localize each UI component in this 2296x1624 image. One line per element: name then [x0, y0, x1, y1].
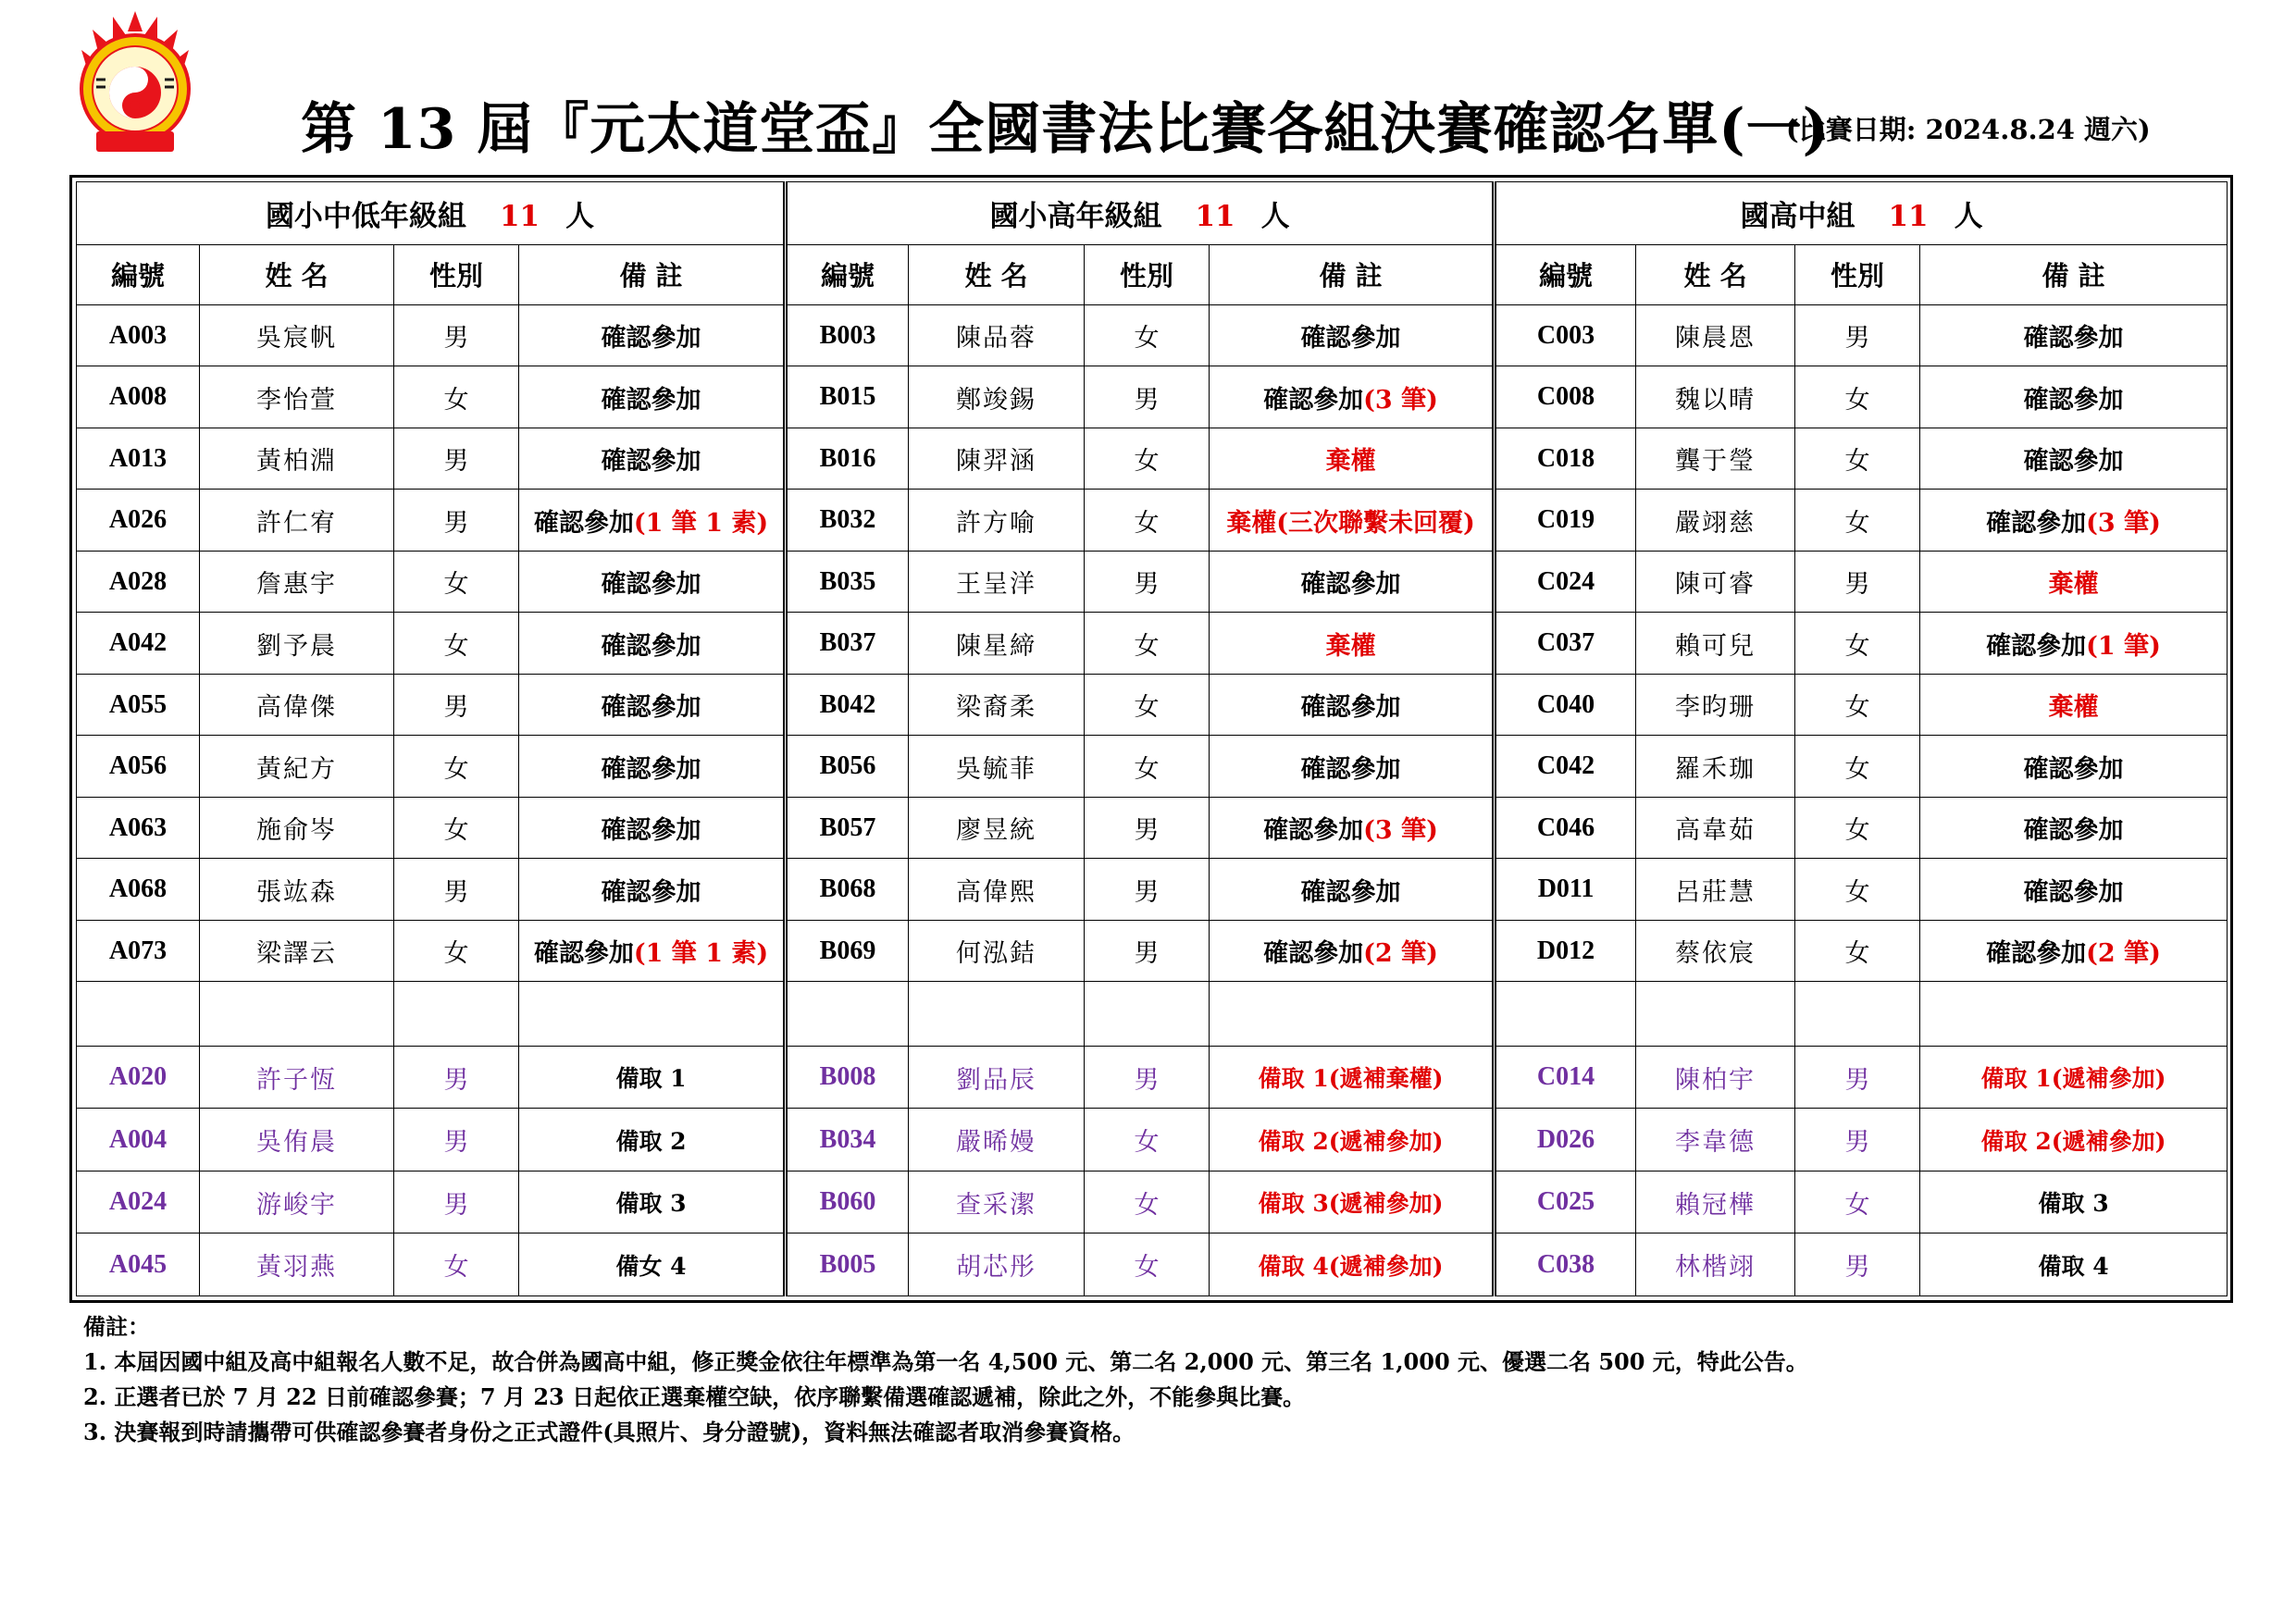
cell-name: 許子恆 [200, 1046, 394, 1109]
column-header-row [77, 244, 2228, 304]
cell-name: 陳柏宇 [1636, 1046, 1795, 1109]
cell-rm [519, 1171, 786, 1233]
cell-code: A045 [77, 1233, 200, 1296]
cell-code: B056 [786, 736, 909, 797]
group-header: 國小中低年級組 11 人 [77, 182, 786, 245]
cell-sex: 女 [1085, 1109, 1210, 1172]
cell-sex: 女 [1795, 490, 1920, 551]
cell-rm [519, 551, 786, 612]
col-name: 姓 名 [1636, 244, 1795, 304]
cell-rm [1210, 1233, 1495, 1296]
cell-rm [519, 304, 786, 366]
col-code: 編號 [1495, 244, 1636, 304]
cell-sex: 女 [1085, 613, 1210, 674]
remark-text: 確認參加 [601, 816, 701, 846]
cell-sex: 女 [1085, 428, 1210, 489]
competition-date: (比賽日期: 2024.8.24 週六) [1786, 114, 2151, 145]
col-code: 編號 [77, 244, 200, 304]
cell-name: 高韋茹 [1636, 797, 1795, 858]
cell-name: 施俞岑 [200, 797, 394, 858]
remark-text: 確認參加 [2023, 816, 2124, 846]
remark-text: 備取 3 [2038, 1190, 2109, 1218]
cell-rm [1210, 366, 1495, 428]
cell-sex: 男 [394, 304, 519, 366]
blank-row [77, 982, 2228, 1047]
cell-code: A063 [77, 797, 200, 858]
cell-code: A028 [77, 551, 200, 612]
cell-code: A026 [77, 490, 200, 551]
table-row [77, 859, 2228, 920]
col-code: 編號 [786, 244, 909, 304]
cell-name: 黃柏淵 [200, 428, 394, 489]
cell-code: B035 [786, 551, 909, 612]
table-row [77, 428, 2228, 489]
cell-code: A003 [77, 304, 200, 366]
cell-rm [1920, 674, 2228, 735]
cell-sex: 女 [1795, 366, 1920, 428]
cell-sex: 男 [394, 490, 519, 551]
cell-code: B008 [786, 1046, 909, 1109]
cell-code: B015 [786, 366, 909, 428]
cell-rm [1210, 859, 1495, 920]
remark-highlight: 備取 2(遞補參加) [1980, 1127, 2166, 1155]
cell-name: 李韋德 [1636, 1109, 1795, 1172]
cell-rm [1920, 736, 2228, 797]
cell-rm [1920, 859, 2228, 920]
cell-sex: 女 [394, 920, 519, 981]
remark-text: 確認參加 [2023, 877, 2124, 907]
remark-highlight: 棄權(三次聯繫未回覆) [1226, 508, 1475, 538]
cell-sex: 女 [1085, 304, 1210, 366]
cell-rm [1920, 1233, 2228, 1296]
cell-code: B032 [786, 490, 909, 551]
cell-name: 魏以晴 [1636, 366, 1795, 428]
cell-rm [1210, 428, 1495, 489]
cell-code: A042 [77, 613, 200, 674]
table-row [77, 674, 2228, 735]
cell-name: 梁裔柔 [909, 674, 1085, 735]
cell-sex: 男 [1085, 920, 1210, 981]
cell-code: A056 [77, 736, 200, 797]
results-table-frame [69, 175, 2233, 1303]
cell-name: 許仁宥 [200, 490, 394, 551]
cell-sex: 女 [1085, 490, 1210, 551]
empty-cell [1636, 982, 1795, 1047]
cell-code: B069 [786, 920, 909, 981]
cell-name: 賴可兒 [1636, 613, 1795, 674]
cell-rm [1920, 1046, 2228, 1109]
remark-text: 確認參加 [1263, 939, 1364, 969]
cell-name: 羅禾珈 [1636, 736, 1795, 797]
cell-sex: 女 [394, 736, 519, 797]
cell-code: C046 [1495, 797, 1636, 858]
cell-sex: 女 [1085, 736, 1210, 797]
cell-code: C037 [1495, 613, 1636, 674]
cell-sex: 女 [394, 1233, 519, 1296]
cell-code: B060 [786, 1171, 909, 1233]
table-row [77, 490, 2228, 551]
cell-name: 呂莊慧 [1636, 859, 1795, 920]
cell-rm [519, 613, 786, 674]
empty-cell [1085, 982, 1210, 1047]
remark-text: 確認參加 [1300, 693, 1401, 723]
col-remark: 備 註 [1210, 244, 1495, 304]
cell-name: 高偉傑 [200, 674, 394, 735]
cell-sex: 男 [1085, 551, 1210, 612]
remark-text: 確認參加 [601, 447, 701, 477]
remark-text: 備取 4 [2038, 1252, 2109, 1280]
cell-name: 劉予晨 [200, 613, 394, 674]
remark-text: 確認參加 [533, 508, 634, 538]
remark-highlight: (3 筆) [1363, 385, 1438, 415]
remark-highlight: 備取 4(遞補參加) [1258, 1252, 1444, 1280]
cell-code: A055 [77, 674, 200, 735]
cell-code: B042 [786, 674, 909, 735]
cell-sex: 男 [394, 674, 519, 735]
cell-rm [1210, 551, 1495, 612]
cell-name: 陳晨恩 [1636, 304, 1795, 366]
cell-code: B037 [786, 613, 909, 674]
cell-sex: 男 [1795, 1233, 1920, 1296]
cell-code: A013 [77, 428, 200, 489]
remark-highlight: 備取 1(遞補參加) [1980, 1065, 2166, 1093]
cell-code: C042 [1495, 736, 1636, 797]
cell-name: 陳品蓉 [909, 304, 1085, 366]
cell-sex: 男 [394, 1171, 519, 1233]
cell-sex: 女 [1795, 920, 1920, 981]
cell-rm [1920, 551, 2228, 612]
remark-text: 備女 4 [615, 1252, 687, 1280]
cell-name: 陳羿涵 [909, 428, 1085, 489]
remark-highlight: 備取 1(遞補棄權) [1258, 1065, 1444, 1093]
cell-sex: 男 [1085, 1046, 1210, 1109]
cell-sex: 女 [1085, 674, 1210, 735]
cell-name: 游峻宇 [200, 1171, 394, 1233]
remark-highlight: (3 筆) [1363, 816, 1438, 846]
remark-text: 確認參加 [1986, 508, 2087, 538]
col-remark: 備 註 [1920, 244, 2228, 304]
alternate-row [77, 1171, 2228, 1233]
cell-rm [1210, 797, 1495, 858]
col-name: 姓 名 [200, 244, 394, 304]
cell-rm [1920, 797, 2228, 858]
cell-rm [1920, 613, 2228, 674]
cell-sex: 女 [1795, 1171, 1920, 1233]
empty-cell [786, 982, 909, 1047]
cell-code: C024 [1495, 551, 1636, 612]
cell-rm [1920, 1171, 2228, 1233]
cell-code: A024 [77, 1171, 200, 1233]
cell-sex: 男 [394, 1109, 519, 1172]
remark-highlight: (2 筆) [2086, 939, 2161, 969]
cell-code: D012 [1495, 920, 1636, 981]
cell-rm [1210, 736, 1495, 797]
cell-name: 高偉熙 [909, 859, 1085, 920]
cell-name: 何泓銡 [909, 920, 1085, 981]
cell-name: 李昀珊 [1636, 674, 1795, 735]
cell-rm [1210, 613, 1495, 674]
remark-text: 確認參加 [601, 631, 701, 661]
cell-name: 張竑森 [200, 859, 394, 920]
cell-sex: 女 [1795, 797, 1920, 858]
cell-code: B003 [786, 304, 909, 366]
empty-cell [1920, 982, 2228, 1047]
cell-name: 劉品辰 [909, 1046, 1085, 1109]
col-sex: 性別 [1085, 244, 1210, 304]
remark-text: 確認參加 [601, 385, 701, 415]
cell-sex: 女 [394, 366, 519, 428]
cell-name: 林楷翊 [1636, 1233, 1795, 1296]
cell-sex: 女 [1085, 1233, 1210, 1296]
cell-name: 吳毓菲 [909, 736, 1085, 797]
cell-name: 嚴晞嫚 [909, 1109, 1085, 1172]
cell-sex: 女 [1085, 1171, 1210, 1233]
cell-sex: 男 [1085, 366, 1210, 428]
cell-rm [1920, 490, 2228, 551]
remark-text: 確認參加 [2023, 324, 2124, 353]
cell-sex: 男 [1085, 859, 1210, 920]
notes-heading: 備註： [83, 1313, 150, 1340]
remark-text: 備取 3 [615, 1190, 687, 1218]
cell-rm [1920, 366, 2228, 428]
cell-rm [1920, 428, 2228, 489]
remark-text: 備取 2 [615, 1127, 687, 1155]
remark-text: 確認參加 [2023, 754, 2124, 784]
remark-highlight: (2 筆) [1363, 939, 1438, 969]
cell-code: B057 [786, 797, 909, 858]
cell-code: B034 [786, 1109, 909, 1172]
remark-text: 確認參加 [1263, 385, 1364, 415]
cell-rm [1210, 1171, 1495, 1233]
empty-cell [909, 982, 1085, 1047]
remark-highlight: 棄權 [2048, 570, 2099, 600]
alternate-row [77, 1046, 2228, 1109]
cell-rm [519, 1233, 786, 1296]
cell-rm [1210, 1046, 1495, 1109]
group-header: 國小高年級組 11 人 [786, 182, 1495, 245]
empty-cell [200, 982, 394, 1047]
cell-code: A073 [77, 920, 200, 981]
cell-name: 許方喻 [909, 490, 1085, 551]
cell-sex: 女 [394, 797, 519, 858]
cell-rm [519, 674, 786, 735]
remark-text: 確認參加 [601, 570, 701, 600]
cell-rm [519, 736, 786, 797]
alternate-row [77, 1109, 2228, 1172]
remark-text: 確認參加 [2023, 447, 2124, 477]
cell-code: B068 [786, 859, 909, 920]
col-name: 姓 名 [909, 244, 1085, 304]
cell-name: 蔡依宸 [1636, 920, 1795, 981]
col-sex: 性別 [1795, 244, 1920, 304]
remark-highlight: 棄權 [2048, 693, 2099, 723]
cell-code: C018 [1495, 428, 1636, 489]
cell-code: D026 [1495, 1109, 1636, 1172]
cell-rm [1920, 1109, 2228, 1172]
remark-text: 確認參加 [1300, 324, 1401, 353]
cell-code: C014 [1495, 1046, 1636, 1109]
empty-cell [394, 982, 519, 1047]
table-row [77, 304, 2228, 366]
cell-rm [519, 490, 786, 551]
cell-code: C025 [1495, 1171, 1636, 1233]
cell-rm [1210, 490, 1495, 551]
cell-rm [1210, 920, 1495, 981]
cell-rm [1920, 304, 2228, 366]
cell-sex: 女 [1795, 674, 1920, 735]
remark-highlight: 備取 3(遞補參加) [1258, 1190, 1444, 1218]
remark-text: 確認參加 [2023, 385, 2124, 415]
cell-code: C019 [1495, 490, 1636, 551]
cell-rm [519, 797, 786, 858]
cell-rm [519, 1046, 786, 1109]
remark-text: 確認參加 [601, 324, 701, 353]
remark-text: 確認參加 [601, 754, 701, 784]
cell-rm [1210, 304, 1495, 366]
group-header: 國高中組 11 人 [1495, 182, 2228, 245]
col-remark: 備 註 [519, 244, 786, 304]
remark-text: 確認參加 [1300, 570, 1401, 600]
cell-name: 吳侑晨 [200, 1109, 394, 1172]
remark-text: 確認參加 [533, 939, 634, 969]
cell-code: A020 [77, 1046, 200, 1109]
empty-cell [1795, 982, 1920, 1047]
cell-name: 賴冠樺 [1636, 1171, 1795, 1233]
cell-code: A008 [77, 366, 200, 428]
cell-rm [1210, 674, 1495, 735]
empty-cell [77, 982, 200, 1047]
remark-highlight: 棄權 [1325, 447, 1376, 477]
note-line: 1. 本屆因國中組及高中組報名人數不足，故合併為國高中組，修正獎金依往年標準為第一名 4,500 元、第二名 2,000 元、第三名 1,000 元、優選二名 500 元，特此公告。 [83, 1348, 1808, 1375]
table-row [77, 920, 2228, 981]
cell-rm [519, 1109, 786, 1172]
cell-sex: 女 [1795, 859, 1920, 920]
remark-highlight: 備取 2(遞補參加) [1258, 1127, 1444, 1155]
cell-name: 吳宸帆 [200, 304, 394, 366]
notes [83, 1309, 1808, 1450]
cell-sex: 男 [1795, 304, 1920, 366]
col-sex: 性別 [394, 244, 519, 304]
alternate-row [77, 1233, 2228, 1296]
cell-code: C040 [1495, 674, 1636, 735]
table-row [77, 736, 2228, 797]
cell-sex: 男 [1795, 1046, 1920, 1109]
cell-sex: 女 [394, 551, 519, 612]
cell-rm [519, 920, 786, 981]
table-row [77, 366, 2228, 428]
cell-sex: 女 [1795, 736, 1920, 797]
cell-name: 廖昱統 [909, 797, 1085, 858]
cell-sex: 男 [394, 428, 519, 489]
cell-name: 查采潔 [909, 1171, 1085, 1233]
remark-text: 確認參加 [1263, 816, 1364, 846]
cell-name: 陳可睿 [1636, 551, 1795, 612]
cell-name: 胡芯彤 [909, 1233, 1085, 1296]
cell-code: A004 [77, 1109, 200, 1172]
cell-name: 嚴翊慈 [1636, 490, 1795, 551]
empty-cell [519, 982, 786, 1047]
cell-rm [1210, 1109, 1495, 1172]
remark-text: 確認參加 [601, 693, 701, 723]
note-line: 3. 決賽報到時請攜帶可供確認參賽者身份之正式證件(具照片、身分證號)，資料無法確認者取消參賽資格。 [83, 1419, 1136, 1445]
cell-name: 龔于瑩 [1636, 428, 1795, 489]
cell-rm [519, 366, 786, 428]
cell-sex: 男 [1085, 797, 1210, 858]
cell-name: 詹惠宇 [200, 551, 394, 612]
page-title: 第 13 屆『元太道堂盃』全國書法比賽各組決賽確認名單(一) [301, 97, 1831, 162]
cell-name: 陳星締 [909, 613, 1085, 674]
remark-text: 確認參加 [1986, 939, 2087, 969]
cell-name: 李怡萱 [200, 366, 394, 428]
table-row [77, 613, 2228, 674]
cell-sex: 男 [1795, 1109, 1920, 1172]
remark-highlight: (3 筆) [2086, 508, 2161, 538]
remark-text: 確認參加 [1300, 877, 1401, 907]
cell-name: 鄭竣錫 [909, 366, 1085, 428]
remark-text: 確認參加 [601, 877, 701, 907]
remark-highlight: (1 筆 1 素) [633, 939, 769, 969]
cell-code: B016 [786, 428, 909, 489]
cell-code: C008 [1495, 366, 1636, 428]
cell-name: 梁譯云 [200, 920, 394, 981]
cell-sex: 男 [394, 859, 519, 920]
cell-code: C038 [1495, 1233, 1636, 1296]
cell-code: A068 [77, 859, 200, 920]
group-header-row [77, 182, 2228, 245]
cell-sex: 女 [1795, 428, 1920, 489]
cell-name: 黃紀方 [200, 736, 394, 797]
cell-code: B005 [786, 1233, 909, 1296]
remark-highlight: 棄權 [1325, 631, 1376, 661]
remark-text: 備取 1 [615, 1065, 687, 1093]
organization-logo [76, 9, 194, 159]
cell-rm [519, 428, 786, 489]
remark-highlight: (1 筆) [2086, 631, 2161, 661]
table-row [77, 551, 2228, 612]
empty-cell [1495, 982, 1636, 1047]
cell-sex: 男 [394, 1046, 519, 1109]
cell-code: C003 [1495, 304, 1636, 366]
table-row [77, 797, 2228, 858]
cell-name: 黃羽燕 [200, 1233, 394, 1296]
cell-name: 王呈洋 [909, 551, 1085, 612]
remark-text: 確認參加 [1300, 754, 1401, 784]
cell-rm [1920, 920, 2228, 981]
cell-code: D011 [1495, 859, 1636, 920]
cell-sex: 女 [1795, 613, 1920, 674]
remark-text: 確認參加 [1986, 631, 2087, 661]
empty-cell [1210, 982, 1495, 1047]
results-table [76, 181, 2228, 1296]
cell-rm [519, 859, 786, 920]
cell-sex: 男 [1795, 551, 1920, 612]
note-line: 2. 正選者已於 7 月 22 日前確認參賽；7 月 23 日起依正選棄權空缺，依序聯繫備選確認遞補，除此之外，不能參與比賽。 [83, 1383, 1306, 1410]
remark-highlight: (1 筆 1 素) [633, 508, 769, 538]
cell-sex: 女 [394, 613, 519, 674]
